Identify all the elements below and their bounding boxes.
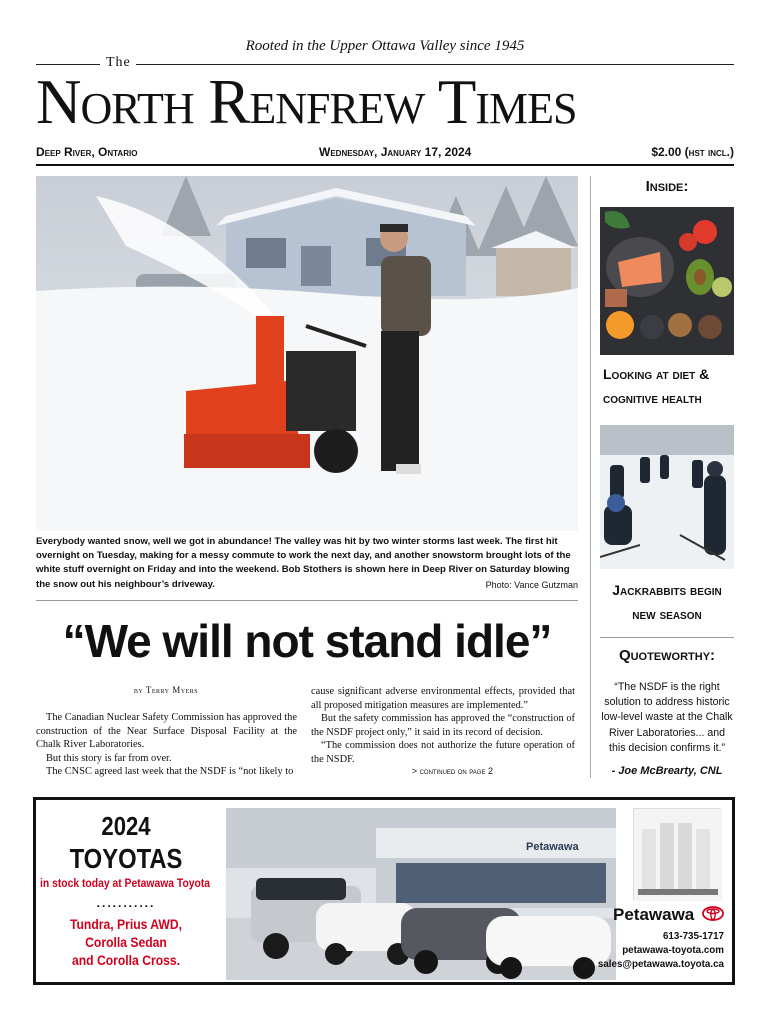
masthead-rule-left [36,64,100,65]
ad-dealership-photo [226,808,616,980]
inside-item-diet-line2: cognitive health [603,390,702,406]
continued-on-page-link[interactable]: > continued on page 2 [411,766,493,776]
sidebar-rule [600,637,734,638]
caption-rule [36,600,578,601]
article-headline: “We will not stand idle” [62,615,552,667]
article-paragraph: But the safety commission has approved the “construction of the NSDF project only,” it said in its record of decision. [311,713,575,738]
ad-model-line: Corolla Sedan [85,935,167,950]
photo-credit: Photo: Vance Gutzman [485,580,578,590]
ad-year: 2024 [101,811,151,841]
ad-award-trophies [633,808,721,900]
quoteworthy-heading: Quoteworthy: [618,647,716,664]
article-paragraph: But this story is far from over. [46,752,172,764]
quoteworthy-author: - Joe McBrearty, CNL [611,765,723,777]
inside-item-diet[interactable] [600,362,734,410]
ad-contact [592,930,724,972]
ad-model-line: and Corolla Cross. [71,953,181,968]
ad-dots: ........... [96,896,156,910]
toyota-logo-icon [702,906,724,926]
photo-caption: Everybody wanted snow, well we got in abundance! The valley was hit by two winter storms last week. The first hit overnight on Tuesday, making for a messy commute to work the next day, and another snowstorm brought lots of the white stuff overnight on Friday and into the weekend. Bob Stothers is shown here in Deep River on Saturday blowing the snow out his neighbour’s driveway. [36,536,571,590]
article-paragraph: The Canadian Nuclear Safety Commission has approved the construction of the Near Surface Disposal Facility at the Chalk River Laboratories. [36,712,297,751]
dateline-price: $2.00 (hst incl.) [651,145,734,159]
dateline-date: Wednesday, January 17, 2024 [319,145,472,159]
masthead-tagline: Rooted in the Upper Ottawa Valley since 1945 [245,38,525,54]
toyota-advertisement[interactable] [33,797,735,985]
ad-brand: TOYOTAS [69,843,183,874]
ad-dealer-label: Petawawa [613,905,695,924]
newspaper-title: North Renfrew Times [36,67,577,137]
ad-email[interactable]: sales@petawawa.toyota.ca [597,959,724,970]
ad-models [46,916,206,970]
ad-phone[interactable]: 613-735-1717 [662,931,724,942]
masthead-rule [36,164,734,166]
masthead-rule-right [136,64,734,65]
ad-website[interactable]: petawawa-toyota.com [622,945,724,956]
masthead-the: The [106,55,131,70]
inside-heading: Inside: [645,178,689,195]
quoteworthy-quote: “The NSDF is the right solution to address historic low-level waste at the Chalk River Laboratories... and this decision confirms it.” [601,681,733,754]
article-column-2 [311,685,575,767]
ad-stock-line: in stock today at Petawawa Toyota [40,878,211,890]
article-paragraph: The CNSC agreed last week that the NSDF is “not likely to [46,766,294,778]
main-photo-snowblower [36,176,578,531]
inside-item-diet-line1: Looking at diet & [603,366,710,382]
ad-dealer-name [592,905,724,926]
inside-item-jackrabbits[interactable] [600,578,734,626]
article-column-1 [36,711,297,779]
dateline [36,145,734,163]
article-paragraph-continued: cause significant adverse environmental effects, provided that all proposed mitigation measures are implemented.” [311,686,575,711]
article-paragraph: “The commission does not authorize the future operation of the NSDF. [311,740,575,765]
dateline-location: Deep River, Ontario [36,145,138,159]
article-byline: by Terry Myers [133,685,199,695]
inside-item-jackrabbits-line2: new season [632,606,702,622]
ad-model-line: Tundra, Prius AWD, [69,917,183,932]
inside-item-jackrabbits-line1: Jackrabbits begin [612,582,722,598]
diet-food-photo [600,207,734,355]
jackrabbits-ski-photo [600,425,734,569]
sidebar-divider [590,176,591,778]
dealership-sign: Petawawa [526,841,579,853]
